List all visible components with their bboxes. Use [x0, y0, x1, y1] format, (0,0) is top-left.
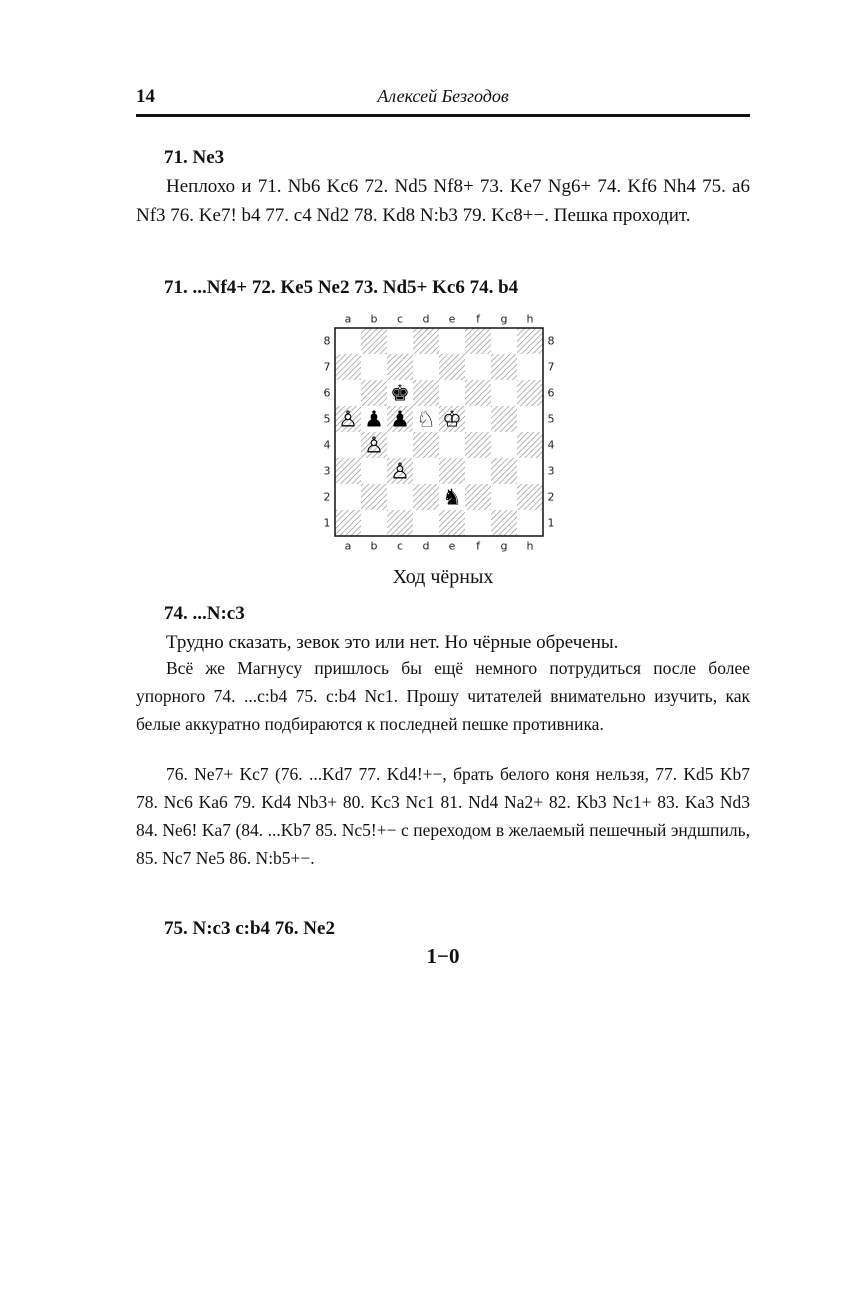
- square-f3: [465, 458, 491, 484]
- diagram-caption: Ход чёрных: [392, 566, 494, 588]
- square-h1: [517, 510, 543, 536]
- rank-label-left: 1: [323, 516, 331, 530]
- rank-label-left: 6: [323, 386, 331, 400]
- square-g8: [491, 328, 517, 354]
- square-e1: [439, 510, 465, 536]
- square-e7: [439, 354, 465, 380]
- file-label-top: b: [370, 312, 378, 326]
- square-c8: [387, 328, 413, 354]
- square-f8: [465, 328, 491, 354]
- rank-label-left: 2: [323, 490, 331, 504]
- square-c4: [387, 432, 413, 458]
- rank-label-right: 6: [547, 386, 555, 400]
- square-b3: [361, 458, 387, 484]
- commentary-text-4: 76. Ne7+ Kc7 (76. ...Kd7 77. Kd4!+−, брать белого коня нельзя, 77. Kd5 Kb7 78. Nc6 Ka6 79. Kd4 Nb3+ 80. Kc3 Nc1 81. Nd4 Na2+ 82. Kb3 Nc1+ 83. Ka3 Nd3 84. Ne6! Ka7 (84. ...Kb7 85. Nc5!+− с переходом в желаемый пешечный эндшпиль, 85. Nc7 Ne5 86. N:b5+−.: [136, 764, 750, 868]
- rank-label-right: 1: [547, 516, 555, 530]
- black-king-c6: ♚: [390, 381, 410, 407]
- square-e4: [439, 432, 465, 458]
- black-knight-e2: ♞: [442, 485, 462, 511]
- file-label-top: f: [476, 312, 480, 326]
- square-g2: [491, 484, 517, 510]
- square-a6: [335, 380, 361, 406]
- rank-label-left: 5: [323, 412, 331, 426]
- black-pawn-c5: ♟: [390, 407, 410, 433]
- white-knight-d5: ♘: [416, 407, 436, 433]
- square-e6: [439, 380, 465, 406]
- square-c7: [387, 354, 413, 380]
- square-f7: [465, 354, 491, 380]
- square-g5: [491, 406, 517, 432]
- square-h3: [517, 458, 543, 484]
- rank-label-right: 3: [547, 464, 555, 478]
- rank-label-left: 7: [323, 360, 331, 374]
- square-a2: [335, 484, 361, 510]
- square-f4: [465, 432, 491, 458]
- square-a7: [335, 354, 361, 380]
- move-heading-74-nc3: 74. ...N:c3: [164, 603, 245, 624]
- file-label-bottom: b: [370, 539, 378, 553]
- square-g1: [491, 510, 517, 536]
- square-d3: [413, 458, 439, 484]
- rank-label-right: 7: [547, 360, 555, 374]
- square-h6: [517, 380, 543, 406]
- square-d2: [413, 484, 439, 510]
- game-result: 1−0: [426, 944, 460, 968]
- square-h5: [517, 406, 543, 432]
- file-label-bottom: g: [500, 539, 508, 553]
- square-d7: [413, 354, 439, 380]
- square-f1: [465, 510, 491, 536]
- white-pawn-c3: ♙: [390, 459, 410, 485]
- black-pawn-b5: ♟: [364, 407, 384, 433]
- rank-label-right: 4: [547, 438, 555, 452]
- commentary-text-1: Неплохо и 71. Nb6 Kc6 72. Nd5 Nf8+ 73. Ke7 Ng6+ 74. Kf6 Nh4 75. a6 Nf3 76. Ke7! b4 77. c4 Nd2 78. Kd8 N:b3 79. Kc8+−. Пешка проходит.: [136, 176, 750, 226]
- file-label-bottom: a: [344, 539, 352, 553]
- rank-label-left: 4: [323, 438, 331, 452]
- commentary-text-2: Трудно сказать, зевок это или нет. Но чёрные обречены.: [166, 632, 619, 653]
- square-d8: [413, 328, 439, 354]
- commentary-paragraph-4: [136, 760, 750, 872]
- square-a4: [335, 432, 361, 458]
- square-f5: [465, 406, 491, 432]
- file-label-top: d: [422, 312, 430, 326]
- square-b2: [361, 484, 387, 510]
- move-heading-75-nc3: 75. N:c3 c:b4 76. Ne2: [164, 918, 335, 939]
- white-pawn-b4: ♙: [364, 433, 384, 459]
- rank-label-left: 3: [323, 464, 331, 478]
- square-b8: [361, 328, 387, 354]
- square-d4: [413, 432, 439, 458]
- page-number: 14: [136, 86, 155, 107]
- square-f6: [465, 380, 491, 406]
- rank-label-left: 8: [323, 334, 331, 348]
- file-label-top: a: [344, 312, 352, 326]
- commentary-paragraph-1: [136, 172, 750, 230]
- move-heading-71-nf4: 71. ...Nf4+ 72. Ke5 Ne2 73. Nd5+ Kc6 74. b4: [164, 277, 519, 298]
- square-d6: [413, 380, 439, 406]
- white-king-e5: ♔: [442, 407, 462, 433]
- file-label-top: h: [526, 312, 534, 326]
- move-heading-71-ne3: 71. Ne3: [164, 147, 225, 168]
- file-label-bottom: h: [526, 539, 534, 553]
- square-g7: [491, 354, 517, 380]
- rank-label-right: 5: [547, 412, 555, 426]
- header-rule: [136, 114, 750, 117]
- square-h4: [517, 432, 543, 458]
- square-a8: [335, 328, 361, 354]
- square-c2: [387, 484, 413, 510]
- square-a1: [335, 510, 361, 536]
- file-label-top: c: [396, 312, 404, 326]
- square-g4: [491, 432, 517, 458]
- white-pawn-a5: ♙: [338, 407, 358, 433]
- square-h8: [517, 328, 543, 354]
- file-label-top: g: [500, 312, 508, 326]
- commentary-paragraph-3: [136, 654, 750, 738]
- commentary-text-3: Всё же Магнусу пришлось бы ещё немного потрудиться после более упорного 74. ...c:b4 75. c:b4 Nc1. Прошу читателей внимательно изучить, как белые аккуратно подбираются к последней пешке противника.: [136, 658, 750, 734]
- file-label-top: e: [448, 312, 456, 326]
- file-label-bottom: f: [476, 539, 480, 553]
- square-e3: [439, 458, 465, 484]
- square-g6: [491, 380, 517, 406]
- file-label-bottom: c: [396, 539, 404, 553]
- rank-label-right: 2: [547, 490, 555, 504]
- square-b6: [361, 380, 387, 406]
- square-d1: [413, 510, 439, 536]
- chess-board: [318, 308, 568, 558]
- square-a3: [335, 458, 361, 484]
- square-e8: [439, 328, 465, 354]
- square-b1: [361, 510, 387, 536]
- square-h7: [517, 354, 543, 380]
- file-label-bottom: e: [448, 539, 456, 553]
- square-f2: [465, 484, 491, 510]
- running-head-author: Алексей Безгодов: [377, 86, 509, 106]
- commentary-paragraph-2: [136, 628, 750, 657]
- chess-diagram: [318, 308, 568, 558]
- file-label-bottom: d: [422, 539, 430, 553]
- square-b7: [361, 354, 387, 380]
- square-g3: [491, 458, 517, 484]
- square-h2: [517, 484, 543, 510]
- rank-label-right: 8: [547, 334, 555, 348]
- square-c1: [387, 510, 413, 536]
